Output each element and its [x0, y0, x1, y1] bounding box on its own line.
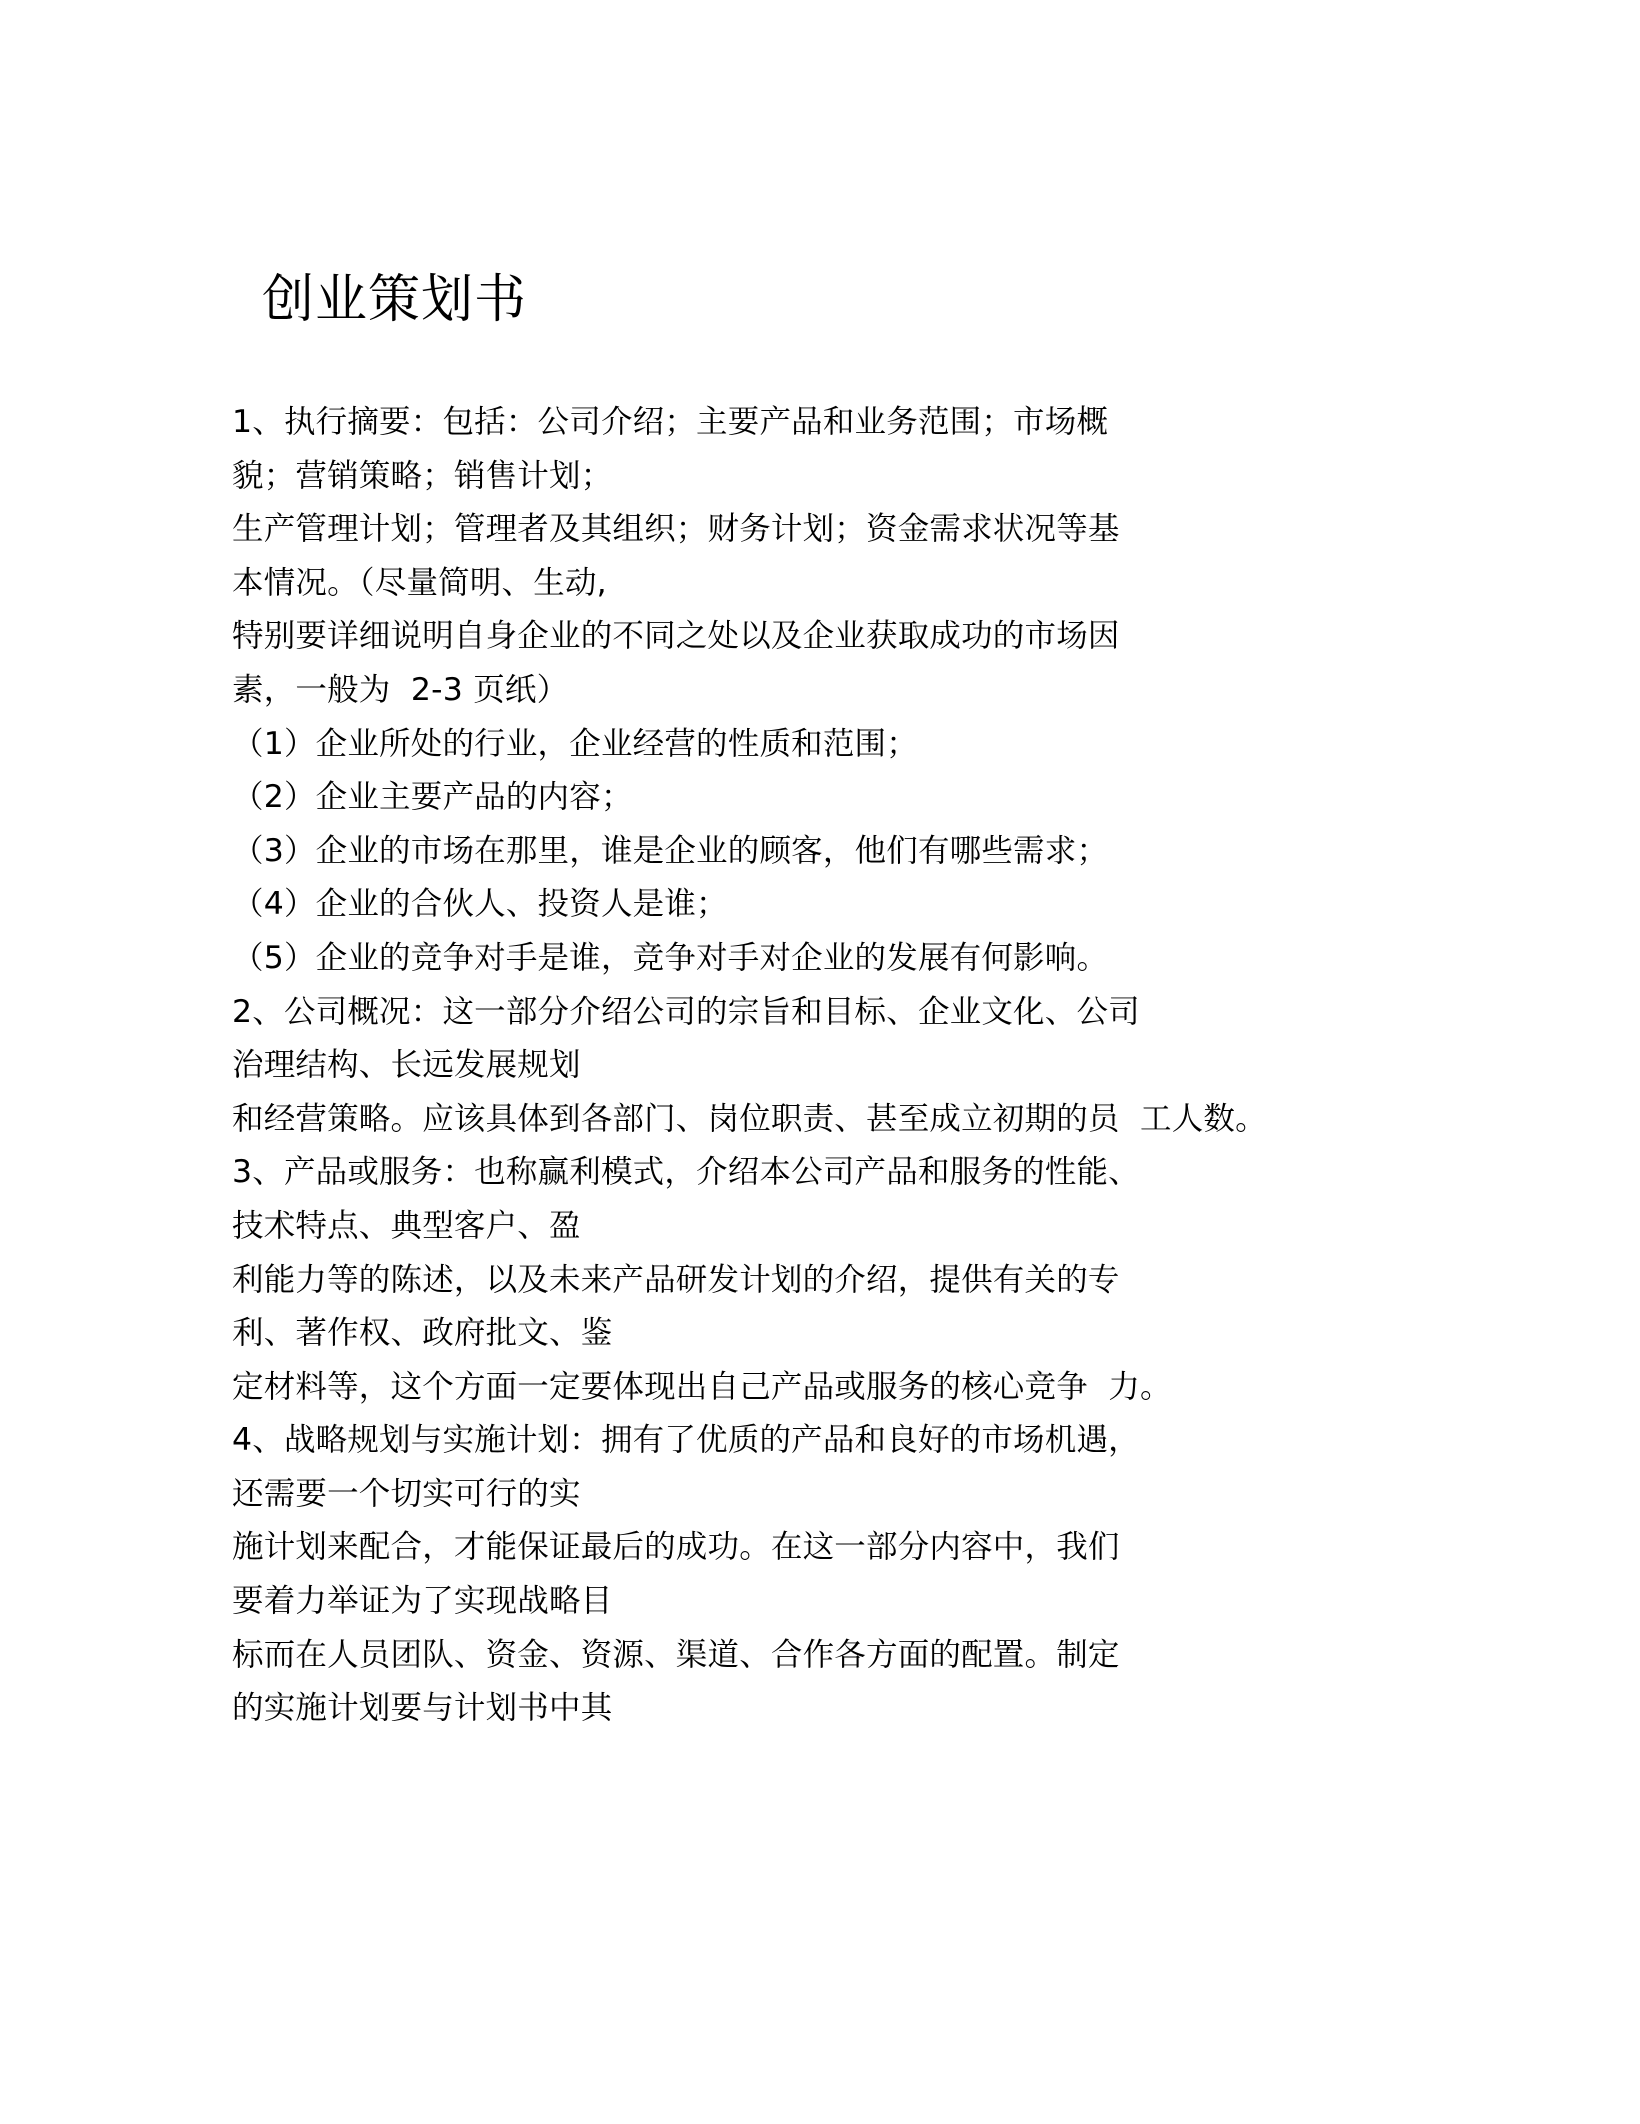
list-item-4: （4）企业的合伙人、投资人是谁； — [232, 886, 728, 923]
section-heading-strategy-plan: 4、战略规划与实施计划：拥有了优质的产品和良好的市场机遇， — [232, 1422, 1140, 1459]
body-line: 特别要详细说明自身企业的不同之处以及企业获取成功的市场因 — [232, 618, 1120, 655]
body-line: 利、著作权、政府批文、鉴 — [232, 1315, 613, 1352]
body-line: 要着力举证为了实现战略目 — [232, 1583, 613, 1620]
body-line: 利能力等的陈述，以及未来产品研发计划的介绍，提供有关的专 — [232, 1261, 1120, 1298]
section-heading-products-services: 3、产品或服务：也称赢利模式，介绍本公司产品和服务的性能、 — [232, 1154, 1140, 1191]
body-line: 技术特点、典型客户、盈 — [232, 1207, 581, 1244]
body-line: 本情况。（尽量简明、生动, — [232, 564, 607, 601]
body-line: 标而在人员团队、资金、资源、渠道、合作各方面的配置。制定 — [232, 1636, 1120, 1673]
body-line: 貌；营销策略；销售计划； — [232, 457, 613, 494]
document-title: 创业策划书 — [262, 270, 528, 330]
list-item-3: （3）企业的市场在那里，谁是企业的顾客，他们有哪些需求； — [232, 832, 1109, 869]
document-body — [232, 396, 1432, 1736]
section-heading-company-overview: 2、公司概况：这一部分介绍公司的宗旨和目标、企业文化、公司 — [232, 993, 1140, 1030]
section-heading-executive-summary: 1、执行摘要：包括：公司介绍；主要产品和业务范围；市场概 — [232, 404, 1109, 440]
list-item-5: （5）企业的竞争对手是谁，竞争对手对企业的发展有何影响。 — [232, 939, 1109, 976]
body-line: 的实施计划要与计划书中其 — [232, 1690, 613, 1727]
body-line: 生产管理计划；管理者及其组织；财务计划；资金需求状况等基 — [232, 511, 1120, 548]
body-line: 素，一般为 2-3 页纸） — [232, 671, 569, 708]
list-item-2: （2）企业主要产品的内容； — [232, 779, 633, 816]
body-line: 还需要一个切实可行的实 — [232, 1475, 581, 1512]
list-item-1: （1）企业所处的行业，企业经营的性质和范围； — [232, 725, 918, 762]
body-line: 和经营策略。应该具体到各部门、岗位职责、甚至成立初期的员 工人数。 — [232, 1100, 1267, 1137]
body-line: 施计划来配合，才能保证最后的成功。在这一部分内容中，我们 — [232, 1529, 1120, 1566]
body-line: 定材料等，这个方面一定要体现出自己产品或服务的核心竞争 力。 — [232, 1368, 1172, 1405]
body-line: 治理结构、长远发展规划 — [232, 1047, 581, 1084]
